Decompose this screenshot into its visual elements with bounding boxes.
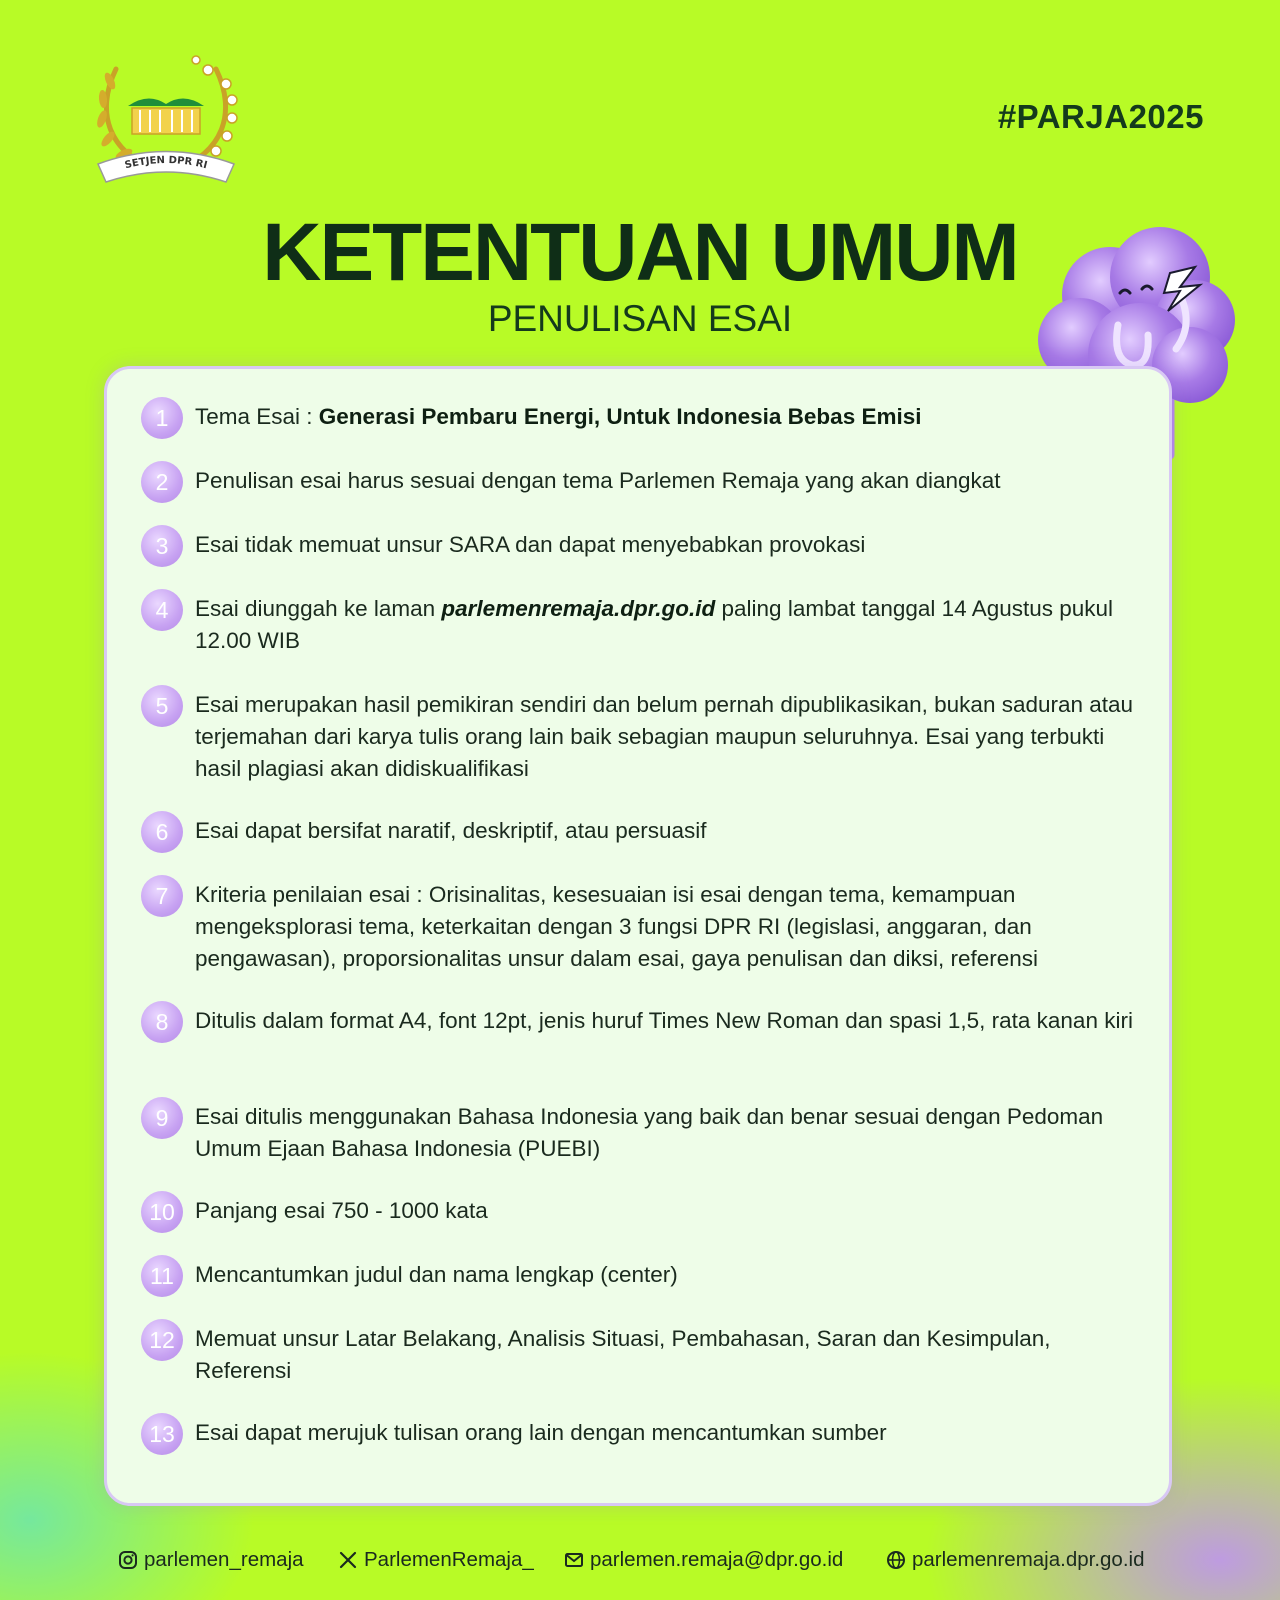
rule-number-badge: 6 xyxy=(141,811,183,853)
rule-text: Esai merupakan hasil pemikiran sendiri dan belum pernah dipublikasikan, bukan saduran atau terjemahan dari karya tulis orang lain baik sebagian maupun seluruhnya. Esai yang terbukti hasil plagiasi akan didiskualifikasi xyxy=(195,692,1134,781)
footer-instagram[interactable]: parlemen_remaja xyxy=(118,1548,304,1572)
rule-item-1 xyxy=(141,401,1141,433)
rule-item-11 xyxy=(141,1259,1141,1291)
footer-website[interactable]: parlemenremaja.dpr.go.id xyxy=(886,1548,1144,1572)
rule-text: Tema Esai : Generasi Pembaru Energi, Untuk Indonesia Bebas Emisi xyxy=(195,404,922,429)
rule-item-8 xyxy=(141,1005,1141,1037)
rule-number-badge: 11 xyxy=(141,1255,183,1297)
rule-number-badge: 12 xyxy=(141,1319,183,1361)
rule-number-badge: 1 xyxy=(141,397,183,439)
rule-text: Mencantumkan judul dan nama lengkap (center) xyxy=(195,1262,678,1287)
rule-text: Esai ditulis menggunakan Bahasa Indonesia yang baik dan benar sesuai dengan Pedoman Umum Ejaan Bahasa Indonesia (PUEBI) xyxy=(195,1104,1104,1161)
rule-number-badge: 5 xyxy=(141,685,183,727)
rules-card xyxy=(104,366,1172,1506)
rule-item-4 xyxy=(141,593,1141,657)
page-title: KETENTUAN UMUM xyxy=(262,207,1018,298)
globe-icon xyxy=(886,1550,906,1570)
rule-item-10 xyxy=(141,1195,1141,1227)
footer-x[interactable]: ParlemenRemaja_ xyxy=(338,1548,534,1572)
footer-contacts xyxy=(0,1548,1280,1580)
rule-number-badge: 3 xyxy=(141,525,183,567)
setjen-dpr-ri-logo xyxy=(86,44,246,194)
rule-text: Memuat unsur Latar Belakang, Analisis Situasi, Pembahasan, Saran dan Kesimpulan, Referensi xyxy=(195,1326,1051,1383)
rule-item-9 xyxy=(141,1101,1141,1165)
rule-text: Kriteria penilaian esai : Orisinalitas, kesesuaian isi esai dengan tema, kemampuan mengeksplorasi tema, keterkaitan dengan 3 fungsi DPR RI (legislasi, anggaran, dan pengawasan), proporsionalitas unsur dalam esai, gaya penulisan dan diksi, referensi xyxy=(195,882,1039,971)
mail-icon xyxy=(564,1550,584,1570)
rule-text: Esai dapat bersifat naratif, deskriptif, atau persuasif xyxy=(195,818,707,843)
rule-number-badge: 2 xyxy=(141,461,183,503)
rule-text: Esai tidak memuat unsur SARA dan dapat menyebabkan provokasi xyxy=(195,532,866,557)
rule-number-badge: 7 xyxy=(141,875,183,917)
rule-number-badge: 4 xyxy=(141,589,183,631)
rule-number-badge: 13 xyxy=(141,1413,183,1455)
hashtag: #PARJA2025 xyxy=(997,98,1204,135)
rule-item-5 xyxy=(141,689,1141,785)
x-icon xyxy=(338,1550,358,1570)
rule-number-badge: 9 xyxy=(141,1097,183,1139)
rule-text: Ditulis dalam format A4, font 12pt, jenis huruf Times New Roman dan spasi 1,5, rata kanan kiri xyxy=(195,1008,1133,1033)
rule-text: Panjang esai 750 - 1000 kata xyxy=(195,1198,488,1223)
instagram-icon xyxy=(118,1550,138,1570)
rule-item-2 xyxy=(141,465,1141,497)
rule-item-7 xyxy=(141,879,1141,975)
rule-item-6 xyxy=(141,815,1141,847)
rule-number-badge: 8 xyxy=(141,1001,183,1043)
logo-text: SETJEN DPR RI xyxy=(123,154,209,172)
rule-item-12 xyxy=(141,1323,1141,1387)
rule-text: Esai diunggah ke laman parlemenremaja.dpr.go.id paling lambat tanggal 14 Agustus pukul 12.00 WIB xyxy=(195,596,1114,653)
page-subtitle: PENULISAN ESAI xyxy=(487,298,793,339)
rule-item-13 xyxy=(141,1417,1141,1449)
rule-number-badge: 10 xyxy=(141,1191,183,1233)
rule-item-3 xyxy=(141,529,1141,561)
website-link[interactable]: parlemenremaja.dpr.go.id xyxy=(441,596,716,621)
footer-email[interactable]: parlemen.remaja@dpr.go.id xyxy=(564,1548,843,1572)
rule-text: Esai dapat merujuk tulisan orang lain dengan mencantumkan sumber xyxy=(195,1420,887,1445)
rule-text: Penulisan esai harus sesuai dengan tema Parlemen Remaja yang akan diangkat xyxy=(195,468,1001,493)
